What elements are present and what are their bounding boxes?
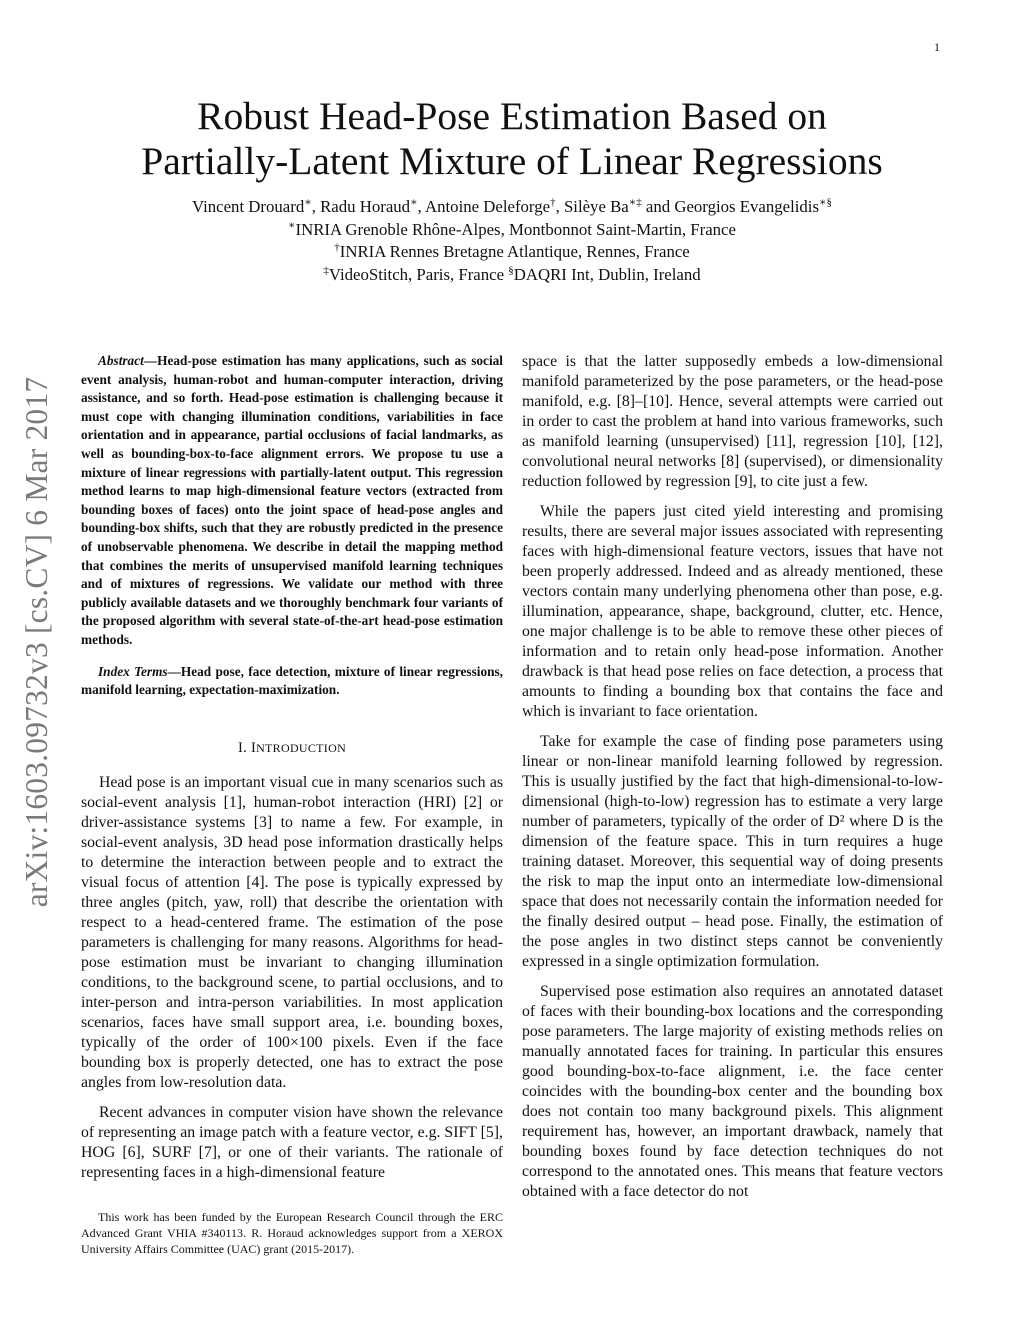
author-name: and Georgios Evangelidis [641,197,819,216]
body-paragraph: Supervised pose estimation also requires an annotated dataset of faces with their bounding-box locations and the corresponding pose parameters. The large majority of existing methods relies on manually annotated faces for training. In particular this ensures good bounding-box-to-face alignment, i.e. the face center coincides with the bounding-box center and the bounding box does not contain too many background pixels. This alignment requirement has, however, an important drawback, namely that bounding boxes found by face detection techniques do not correspond to the annotated ones. This means that feature vectors obtained with a face detector do not [522,983,943,1200]
title-line-2: Partially-Latent Mixture of Linear Regressions [141,139,883,183]
body-paragraph: Recent advances in computer vision have shown the relevance of representing an image patch with a feature vector, e.g. SIFT [5], HOG [6], SURF [7], or one of their variants. The rationale of representing faces in a high-dimensional feature [81,1103,503,1181]
abstract [81,352,503,650]
left-column [81,352,503,1183]
abstract-label: Abstract [98,353,144,368]
page-number: 1 [934,40,940,54]
body-paragraph: space is that the latter supposedly embeds a low-dimensional manifold parameterized by the pose parameters, or the head-pose manifold, e.g. [8]–[10]. Hence, several attempts were carried out in order to cast the problem at hand into various frameworks, such as manifold learning (unsupervised) [11], regression [10], [12], convolutional neural networks [8] (supervised), or dimensionality reduction followed by regression [9], to cite just a few. [522,353,943,490]
right-column [522,352,943,1202]
author-mark: † [550,196,556,209]
arxiv-identifier: arXiv:1603.09732v3 [cs.CV] 6 Mar 2017 [19,376,54,908]
section-heading: I. INTRODUCTION [237,739,347,756]
author-mark: ∗§ [819,196,832,209]
author-block [80,196,944,286]
title-line-1: Robust Head-Pose Estimation Based on [197,94,827,138]
author-list [80,196,944,219]
body-paragraph: Take for example the case of finding pose parameters using linear or non-linear manifold learning followed by regression. This is usually justified by the fact that high-dimensional-to-low-dimensional (high-to-low) regression has to estimate a very large number of parameters, typically of the order of D² where D is the dimension of the feature space. This in turn requires a huge training dataset. Moreover, this sequential way of doing presents the risk to map the input onto an intermediate low-dimensional space that does not necessarily contain the information needed for the finally desired output – head pose. Finally, the estimation of the pose angles in two distinct steps cannot be conveniently expressed in a single optimization formulation. [522,733,943,970]
body-paragraph: Head pose is an important visual cue in many scenarios such as social-event analysis [1], human-robot interaction (HRI) [2] or driver-assistance systems [3] to name a few. For example, in social-event analysis, 3D head pose information drastically helps to determine the interaction between people and to extract the visual focus of attention [4]. The pose is typically expressed by three angles (pitch, yaw, roll) that describe the orientation with respect to a head-centered frame. The estimation of the pose parameters is challenging for many reasons. Algorithms for head-pose estimation must be invariant to changing illumination conditions, to the background scene, to partial occlusions, and to inter-person and intra-person variabilities. In most application scenarios, faces have small support area, i.e. bounding boxes, typically of the order of 100×100 pixels. Even if the face bounding box is properly detected, one has to extract the pose angles from low-resolution data. [81,773,503,1091]
paper-title [80,94,944,184]
author-mark: ∗ [410,196,418,209]
affiliation-2: †INRIA Rennes Bretagne Atlantique, Rennes, France [334,241,690,261]
author-name: Vincent Drouard [192,197,305,216]
author-mark: ∗‡ [628,196,642,209]
author-mark: ∗ [304,196,312,209]
author-name: , Silèye Ba [555,197,629,216]
body-paragraph: While the papers just cited yield interesting and promising results, there are several major issues associated with representing faces with high-dimensional feature vectors, issues that have not been properly addressed. Indeed and as already mentioned, these vectors contain many underlying phenomena other than pose, e.g. illumination, appearance, shape, background, clutter, etc. Hence, one major challenge is to be able to remove these other pieces of information and to retain only head-pose information. Another drawback is that head pose relies on face detection, a process that amounts to finding a bounding box that contains the face and which is invariant to face orientation. [522,503,943,720]
affiliation-1: ∗INRIA Grenoble Rhône-Alpes, Montbonnot Saint-Martin, France [288,218,736,239]
affiliation-3-4: ‡VideoStitch, Paris, France §DAQRI Int, Dublin, Ireland [323,263,701,284]
funding-footnote: This work has been funded by the European Research Council through the ERC Advanced Grant VHIA #340113. R. Horaud acknowledges support from a XEROX University Affairs Committee (UAC) grant (2015-2017). [81,1210,503,1256]
arxiv-sidebar [12,352,62,932]
abstract-text: —Head-pose estimation has many applications, such as social event analysis, human-robot and human-computer interaction, driving assistance, and so forth. Head-pose estimation is challenging because it must cope with changing illumination conditions, variabilities in face orientation and in appearance, partial occlusions of facial landmarks, as well as bounding-box-to-face alignment errors. We propose tu use a mixture of linear regressions with partially-latent output. This regression method learns to map high-dimensional feature vectors (extracted from bounding boxes of faces) onto the joint space of head-pose angles and bounding-box shifts, such that they are robustly predicted in the presence of unobservable phenomena. We describe in detail the mapping method that combines the merits of unsupervised manifold learning techniques and of mixtures of regressions. We validate our method with three publicly available datasets and we thoroughly benchmark four variants of the proposed algorithm with several state-of-the-art head-pose estimation methods. [81,353,503,647]
index-terms [81,663,503,700]
index-terms-text: —Head pose, face detection, mixture of linear regressions, manifold learning, expectation-maximization. [81,663,504,698]
index-terms-label: Index Terms [98,663,168,679]
author-name: , Antoine Deleforge [417,197,551,216]
author-name: , Radu Horaud [311,197,411,216]
